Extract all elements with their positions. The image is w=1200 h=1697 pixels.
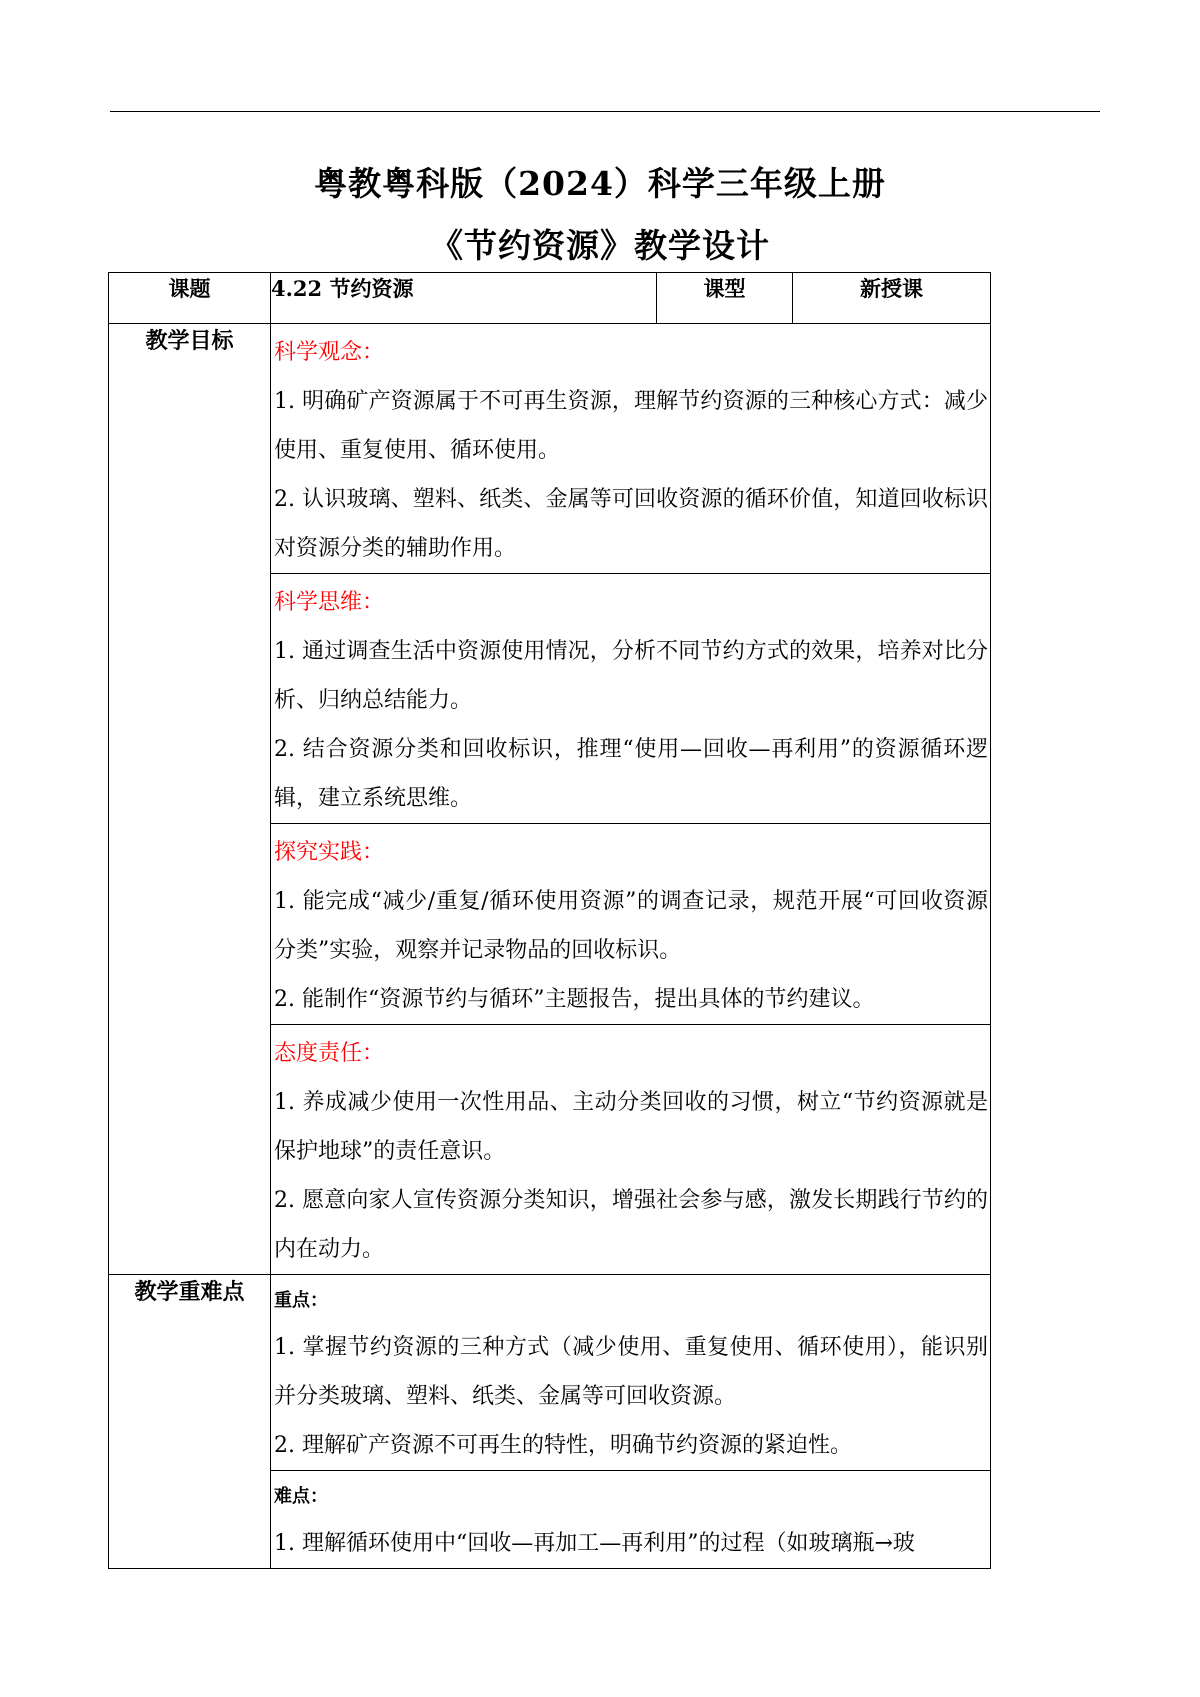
goal-item: 2. 认识玻璃、塑料、纸类、金属等可回收资源的循环价值，知道回收标识对资源分类的辅助作用。: [274, 487, 988, 561]
section-heading: 重点：: [274, 1290, 328, 1311]
goal-item: 2. 能制作“资源节约与循环”主题报告，提出具体的节约建议。: [274, 987, 875, 1012]
section-heading: 探究实践：: [274, 840, 385, 865]
document-subtitle: 《节约资源》教学设计: [430, 226, 770, 265]
document-title: 粤教粤科版（2024）科学三年级上册: [314, 164, 886, 203]
type-label: 课型: [657, 273, 793, 324]
goals-section: [271, 574, 991, 824]
topic-label: 课题: [109, 273, 271, 324]
section-heading: 态度责任：: [274, 1041, 385, 1066]
section-heading: 科学思维：: [274, 590, 385, 615]
keypoints-label: 教学重难点: [109, 1275, 271, 1569]
difficult-section: [271, 1471, 991, 1569]
goal-item: 1. 能完成“减少/重复/循环使用资源”的调查记录，规范开展“可回收资源分类”实验，观察并记录物品的回收标识。: [274, 889, 988, 963]
goals-label: 教学目标: [109, 324, 271, 1275]
keypoints-row-1: [109, 1275, 991, 1471]
goals-section: [271, 1025, 991, 1275]
goal-item: 1. 明确矿产资源属于不可再生资源，理解节约资源的三种核心方式：减少使用、重复使用、循环使用。: [274, 389, 988, 463]
goal-item: 1. 通过调查生活中资源使用情况，分析不同节约方式的效果，培养对比分析、归纳总结能力。: [274, 639, 988, 713]
topic-row: [109, 273, 991, 324]
section-heading: 科学观念：: [274, 340, 385, 365]
key-item: 1. 掌握节约资源的三种方式（减少使用、重复使用、循环使用），能识别并分类玻璃、塑料、纸类、金属等可回收资源。: [274, 1335, 988, 1409]
difficult-item: 1. 理解循环使用中“回收—再加工—再利用”的过程（如玻璃瓶→玻: [274, 1531, 915, 1556]
goal-item: 2. 愿意向家人宣传资源分类知识，增强社会参与感，激发长期践行节约的内在动力。: [274, 1188, 988, 1262]
lesson-plan-table: [108, 272, 991, 1569]
goal-item: 2. 结合资源分类和回收标识，推理“使用—回收—再利用”的资源循环逻辑，建立系统思维。: [274, 737, 988, 811]
type-value: 新授课: [793, 273, 991, 324]
section-heading: 难点：: [274, 1486, 328, 1507]
goals-section: [271, 324, 991, 574]
topic-value: 4.22 节约资源: [271, 273, 657, 324]
goals-row-1: [109, 324, 991, 574]
goal-item: 1. 养成减少使用一次性用品、主动分类回收的习惯，树立“节约资源就是保护地球”的责任意识。: [274, 1090, 988, 1164]
key-item: 2. 理解矿产资源不可再生的特性，明确节约资源的紧迫性。: [274, 1433, 852, 1458]
key-section: [271, 1275, 991, 1471]
header-rule: [110, 111, 1100, 112]
goals-section: [271, 824, 991, 1025]
